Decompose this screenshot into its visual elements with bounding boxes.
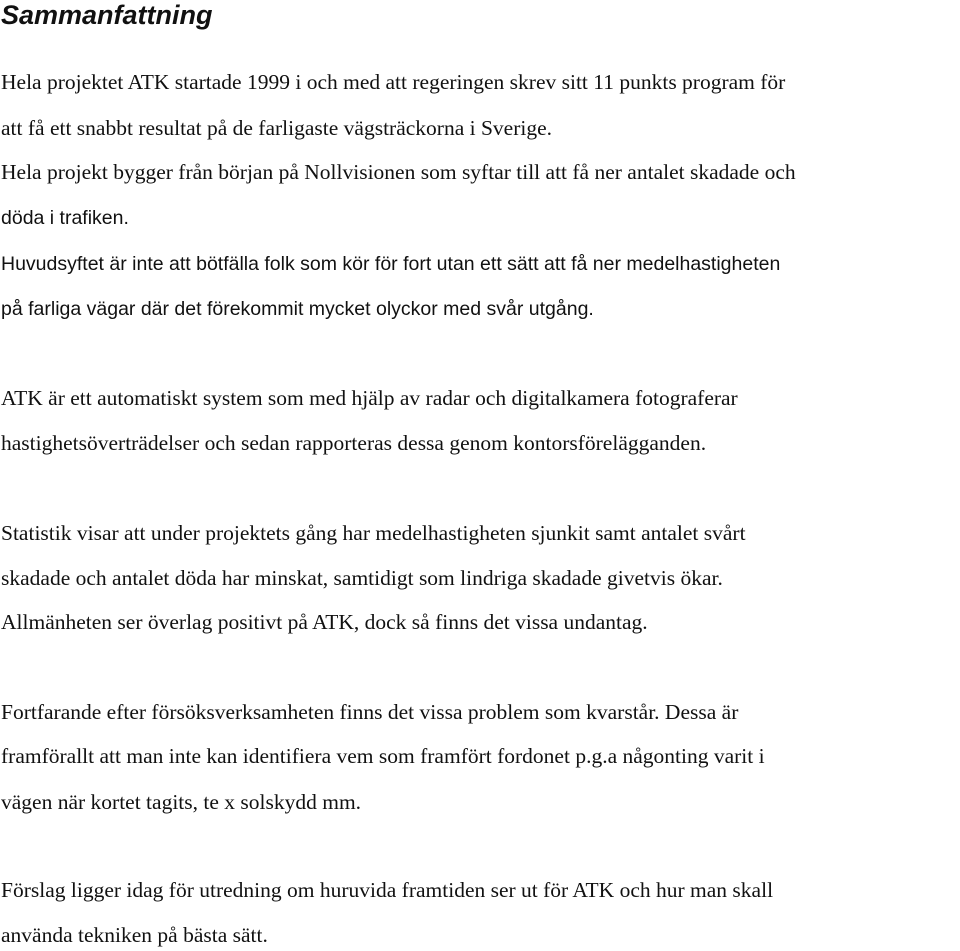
text-line: Huvudsyftet är inte att bötfälla folk som kör för fort utan ett sätt att få ner medelhastigheten (1, 253, 781, 275)
text-line: på farliga vägar där det förekommit mycket olyckor med svår utgång. (1, 298, 594, 320)
text-line: att få ett snabbt resultat på de farligaste vägsträckorna i Sverige. (1, 116, 553, 140)
text-line: ATK är ett automatiskt system som med hjälp av radar och digitalkamera fotograferar (1, 386, 738, 410)
text-line: döda i trafiken. (1, 207, 129, 229)
text-line: Statistik visar att under projektets gång har medelhastigheten sjunkit samt antalet svårt (1, 521, 746, 545)
text-line: använda tekniken på bästa sätt. (1, 923, 268, 947)
text-line: Hela projekt bygger från början på Nollvisionen som syftar till att få ner antalet skadade och (1, 160, 796, 184)
text-line: Hela projektet ATK startade 1999 i och med att regeringen skrev sitt 11 punkts program för (1, 70, 786, 94)
text-line: hastighetsöverträdelser och sedan rapporteras dessa genom kontorsförelägganden. (1, 431, 707, 455)
page-title: Sammanfattning (1, 0, 213, 30)
text-line: vägen när kortet tagits, te x solskydd mm. (1, 790, 362, 814)
text-line: framförallt att man inte kan identifiera vem som framfört fordonet p.g.a någonting varit i (1, 744, 765, 768)
text-line: Förslag ligger idag för utredning om huruvida framtiden ser ut för ATK och hur man skall (1, 878, 774, 902)
text-line: Allmänheten ser överlag positivt på ATK, dock så finns det vissa undantag. (1, 610, 648, 634)
text-line: skadade och antalet döda har minskat, samtidigt som lindriga skadade givetvis ökar. (1, 566, 723, 590)
text-line: Fortfarande efter försöksverksamheten finns det vissa problem som kvarstår. Dessa är (1, 700, 739, 724)
